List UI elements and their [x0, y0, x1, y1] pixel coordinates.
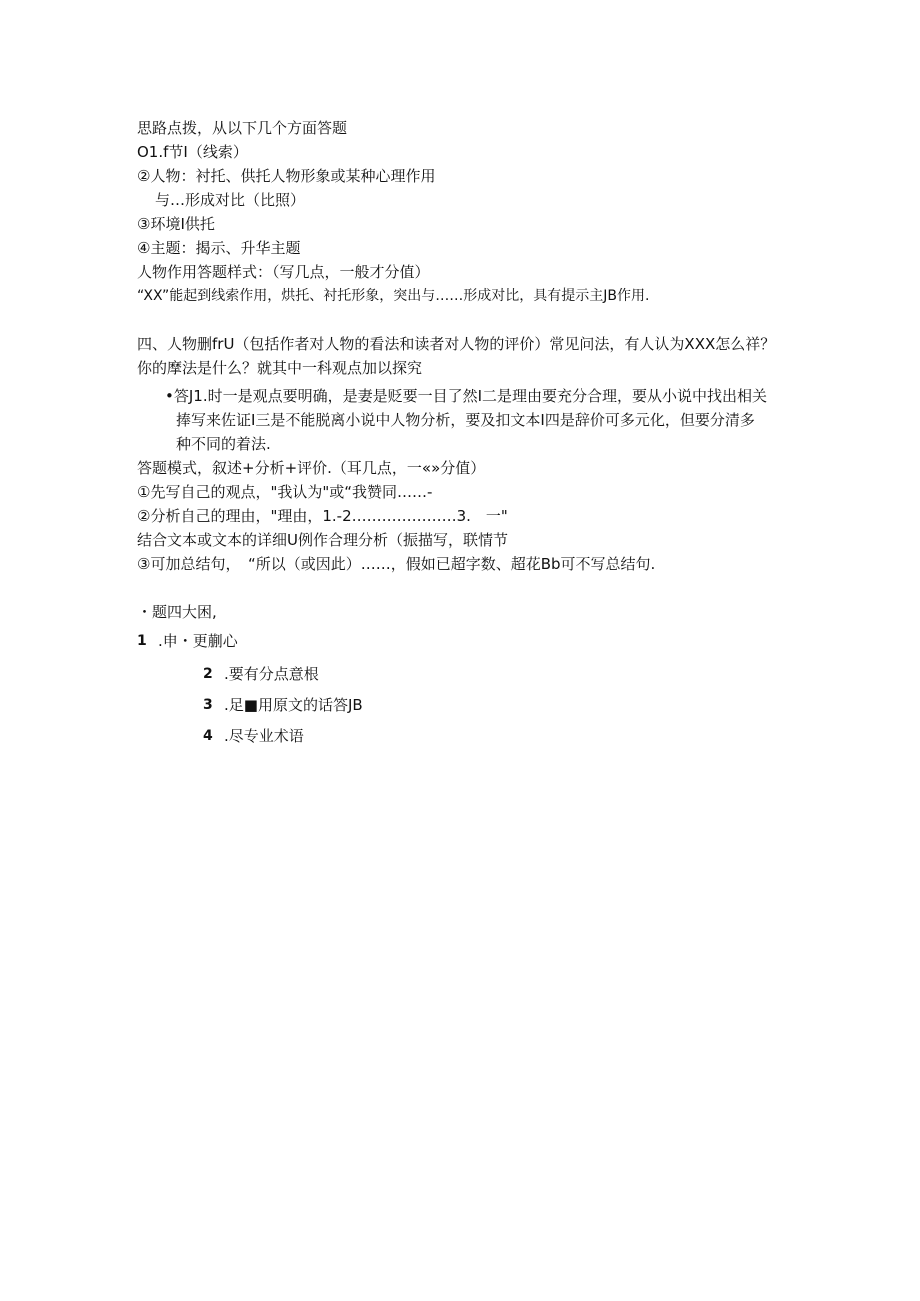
section1-item-environment: ③环境I供托 — [137, 215, 215, 233]
section3-item-4-number: 4 — [203, 728, 213, 744]
section1-format-example: “XX”能起到线索作用，烘托、衬托形象，突出与……形成对比，具有提示主JB作用. — [137, 288, 650, 304]
section3-item-2-number: 2 — [203, 666, 213, 682]
section2-heading-line1: 四、人物删frU（包括作者对人物的看法和读者对人物的评价）常见问法，有人认为XXX怎么祥？ — [137, 335, 776, 353]
section1-format-heading: 人物作用答题样式：（写几点，一般才分值） — [137, 263, 430, 281]
section3-item-4-text: .尽专业术语 — [224, 727, 304, 745]
section2-mode-heading: 答题模式，叙述+分析+评价.（耳几点，一«»分值） — [137, 459, 486, 477]
section3-item-1-number: 1 — [137, 633, 147, 649]
section1-item-theme: ④主题：揭示、升华主题 — [137, 239, 301, 257]
section3-title: ・题四大困, — [137, 603, 217, 621]
section2-answer-line3: 种不同的着法. — [176, 435, 271, 453]
section2-step-1: ①先写自己的观点，"我认为"或“我赞同……- — [137, 483, 433, 501]
section2-step-2: ②分析自己的理由，"理由，1.-2…………………3. 一" — [137, 507, 508, 525]
section2-answer-line1: •答J1.时一是观点要明确，是妻是贬要一目了然I二是理由要充分合理，要从小说中找出相关 — [165, 387, 768, 405]
section1-title: 思路点拨，从以下几个方面答题 — [137, 119, 348, 137]
section3-item-3-text: .足■用原文的话答JB — [224, 696, 363, 714]
section2-step-3: 结合文本或文本的详细U例作合理分析（振描写，联情节 — [137, 531, 508, 549]
section3-item-3-number: 3 — [203, 697, 213, 713]
section3-item-2-text: .要有分点意根 — [224, 665, 319, 683]
section1-item-clue: O1.f节I（线索） — [137, 143, 248, 161]
section2-heading-line2: 你的摩法是什么？就其中一科观点加以探究 — [137, 359, 423, 377]
section3-item-1-text: .申・更蒯心 — [158, 632, 238, 650]
section2-answer-line2: 捧写来佐证I三是不能脱离小说中人物分析，要及扣文本I四是辞价可多元化，但要分清多 — [176, 411, 755, 429]
section1-item-character: ②人物：衬托、供托人物形象或某种心理作用 — [137, 167, 436, 185]
section2-step-4: ③可加总结句， “所以（或因此）……，假如已超字数、超花Bb可不写总结句. — [137, 555, 656, 573]
section1-item-contrast: 与…形成对比（比照） — [155, 191, 306, 209]
